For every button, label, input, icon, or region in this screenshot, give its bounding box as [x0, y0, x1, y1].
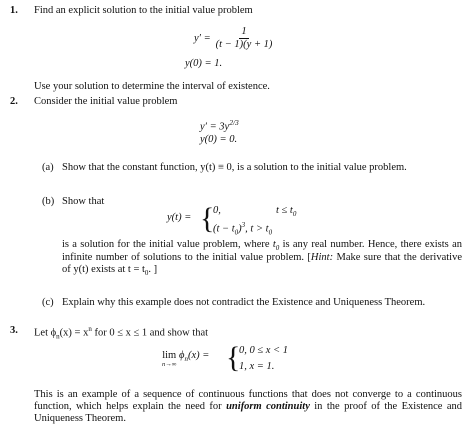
piece-1-value: 0, [213, 205, 221, 216]
t0-sub: 0 [275, 244, 280, 253]
part-c-text: Explain why this example does not contradict the Existence and Uniqueness Theorem. [62, 297, 426, 308]
p3-text-1: This is an example of a sequence of continuous functions that does not converge to a continuous function, which helps explain the need for [34, 389, 462, 413]
piece-2-val: (t − t [213, 223, 235, 235]
p3-intro-sub: n [56, 332, 60, 341]
problem-3-number: 3. [10, 325, 18, 336]
piece-1-cond-text: t ≤ t [276, 205, 293, 216]
limit-expression [162, 350, 209, 369]
ode-2-text: y′ = 3y [200, 121, 230, 133]
lim-fn-rest: (x) = [187, 350, 210, 361]
part-c-label: (c) [42, 297, 54, 308]
problem-2-initial-condition: y(0) = 0. [200, 134, 238, 145]
part-a-text: Show that the constant function, y(t) ≡ 0, is a solution to the initial value problem. [62, 162, 407, 173]
problem-1-number: 1. [10, 5, 18, 16]
lim-fn-sub: n [184, 355, 188, 364]
piece-2-close: ) [238, 223, 242, 235]
p3-intro-rest: (x) = x [59, 327, 89, 339]
problem-3-intro [34, 325, 208, 341]
piecewise-lhs: y(t) = [167, 212, 192, 223]
piece-1-condition [276, 205, 296, 218]
ode-numerator: 1 [239, 26, 248, 39]
part-a-label: (a) [42, 162, 54, 173]
problem-1-intro: Find an explicit solution to the initial value problem [34, 5, 253, 16]
problem-2-number: 2. [10, 96, 18, 107]
p3-intro-exp: n [88, 325, 92, 333]
problem-1-followup: Use your solution to determine the interval of existence. [34, 81, 270, 92]
part-b-label: (b) [42, 196, 55, 207]
hint-sub: 0 [144, 269, 149, 278]
p3-intro-tail: for 0 ≤ x ≤ 1 and show that [91, 327, 209, 339]
piece-2-exp: 3 [241, 221, 246, 229]
part-b-text-2: is any real number. Hence, there exists an infinite number of solutions to the initial value problem. [ [62, 239, 462, 264]
part-b-intro: Show that [62, 196, 105, 207]
ode-lhs: y′ = [194, 32, 211, 44]
lim-sub: n→∞ [162, 361, 177, 369]
piece-2-cond: , t > t [245, 223, 269, 235]
ode-2-exponent: 2/3 [229, 118, 239, 127]
problem-1-initial-condition: y(0) = 1. [185, 58, 223, 69]
piece-1-cond-sub: 0 [292, 210, 297, 219]
problem-1-ode [194, 26, 274, 51]
piece-2 [213, 221, 272, 237]
piece-2-sub: 0 [234, 228, 239, 237]
limit-case-1: 0, 0 ≤ x < 1 [239, 345, 289, 356]
piecewise-brace: { [200, 202, 215, 235]
ode-denominator: (t − 1)(y + 1) [215, 39, 273, 51]
hint-text: Make sure that the derivative of y(t) exists at t = t [62, 252, 462, 276]
p3-intro: Let ϕ [34, 327, 57, 339]
hint-label: Hint: [310, 252, 334, 264]
p3-emphasis: uniform continuity [226, 401, 310, 413]
part-b-text [62, 239, 462, 277]
hint-close: . ] [148, 264, 158, 276]
part-b-text-1: is a solution for the initial value problem, where [62, 239, 273, 250]
t0-text: t [272, 239, 276, 250]
limit-operator [162, 350, 176, 369]
problem-2-ode [200, 119, 239, 134]
p3-text-2: in the proof of the Existence and Uniqueness Theorem. [34, 401, 462, 425]
lim-fn: ϕ [176, 350, 185, 361]
limit-case-2: 1, x = 1. [239, 361, 275, 372]
lim-text: lim [162, 350, 177, 361]
problem-3-closing [34, 389, 462, 425]
ode-fraction [214, 26, 275, 51]
problem-2-intro: Consider the initial value problem [34, 96, 178, 107]
piece-2-csub: 0 [268, 228, 273, 237]
limit-brace: { [226, 341, 241, 374]
